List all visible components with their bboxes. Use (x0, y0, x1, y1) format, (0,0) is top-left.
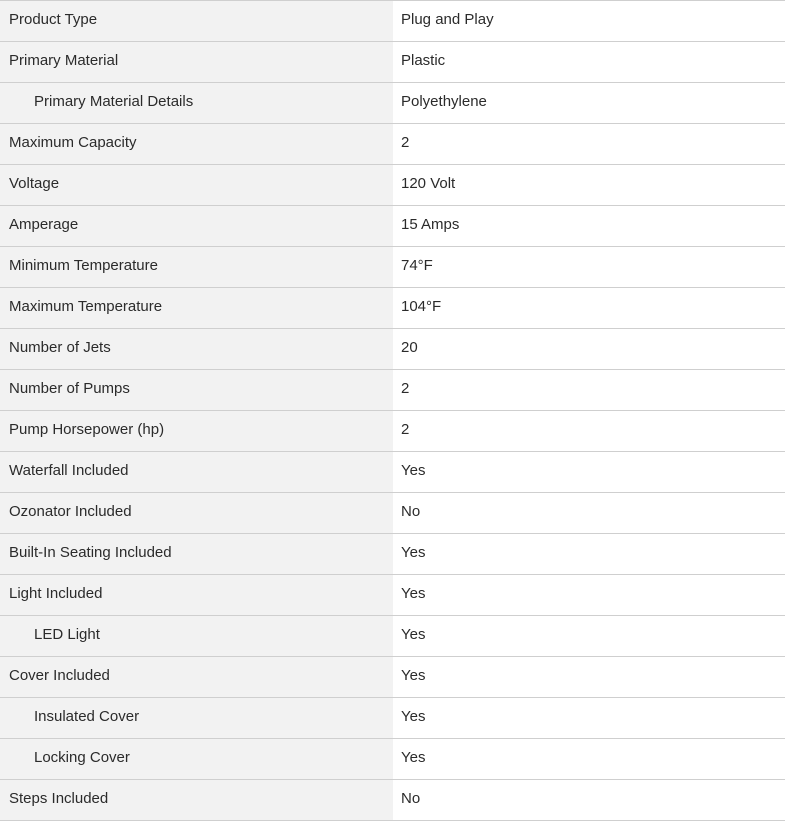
spec-row-primary-material-details (0, 83, 785, 124)
spec-row-product-type (0, 1, 785, 42)
spec-row-voltage (0, 165, 785, 206)
spec-label: Ozonator Included (0, 493, 393, 533)
spec-value: No (393, 780, 785, 820)
spec-value: Polyethylene (393, 83, 785, 123)
spec-value: Plug and Play (393, 1, 785, 41)
spec-row-primary-material (0, 42, 785, 83)
spec-label: Minimum Temperature (0, 247, 393, 287)
spec-row-number-of-jets (0, 329, 785, 370)
spec-row-minimum-temperature (0, 247, 785, 288)
spec-value: Yes (393, 739, 785, 779)
spec-row-insulated-cover (0, 698, 785, 739)
spec-label: Number of Pumps (0, 370, 393, 410)
spec-value: 2 (393, 124, 785, 164)
spec-value: Yes (393, 575, 785, 615)
spec-label: Insulated Cover (0, 698, 393, 738)
spec-value: Yes (393, 534, 785, 574)
spec-label: Maximum Capacity (0, 124, 393, 164)
spec-value: Plastic (393, 42, 785, 82)
spec-label: Primary Material Details (0, 83, 393, 123)
spec-value: Yes (393, 616, 785, 656)
spec-label: Product Type (0, 1, 393, 41)
spec-row-led-light (0, 616, 785, 657)
spec-label: Light Included (0, 575, 393, 615)
spec-label: Voltage (0, 165, 393, 205)
spec-value: Yes (393, 657, 785, 697)
spec-value: 20 (393, 329, 785, 369)
spec-row-steps-included (0, 780, 785, 821)
spec-row-locking-cover (0, 739, 785, 780)
spec-label: Cover Included (0, 657, 393, 697)
spec-label: Steps Included (0, 780, 393, 820)
spec-row-ozonator-included (0, 493, 785, 534)
spec-value: 120 Volt (393, 165, 785, 205)
spec-value: 74°F (393, 247, 785, 287)
spec-row-waterfall-included (0, 452, 785, 493)
spec-row-maximum-capacity (0, 124, 785, 165)
spec-label: Pump Horsepower (hp) (0, 411, 393, 451)
spec-label: Number of Jets (0, 329, 393, 369)
spec-label: Primary Material (0, 42, 393, 82)
spec-label: Waterfall Included (0, 452, 393, 492)
spec-value: 2 (393, 370, 785, 410)
spec-value: No (393, 493, 785, 533)
spec-value: 2 (393, 411, 785, 451)
spec-label: Locking Cover (0, 739, 393, 779)
spec-label: Amperage (0, 206, 393, 246)
spec-value: Yes (393, 698, 785, 738)
spec-value: 104°F (393, 288, 785, 328)
spec-row-pump-horsepower (0, 411, 785, 452)
spec-label: LED Light (0, 616, 393, 656)
spec-label: Built-In Seating Included (0, 534, 393, 574)
spec-value: 15 Amps (393, 206, 785, 246)
spec-row-maximum-temperature (0, 288, 785, 329)
spec-label: Maximum Temperature (0, 288, 393, 328)
spec-row-number-of-pumps (0, 370, 785, 411)
spec-value: Yes (393, 452, 785, 492)
spec-row-cover-included (0, 657, 785, 698)
spec-row-amperage (0, 206, 785, 247)
spec-row-light-included (0, 575, 785, 616)
spec-row-built-in-seating-included (0, 534, 785, 575)
